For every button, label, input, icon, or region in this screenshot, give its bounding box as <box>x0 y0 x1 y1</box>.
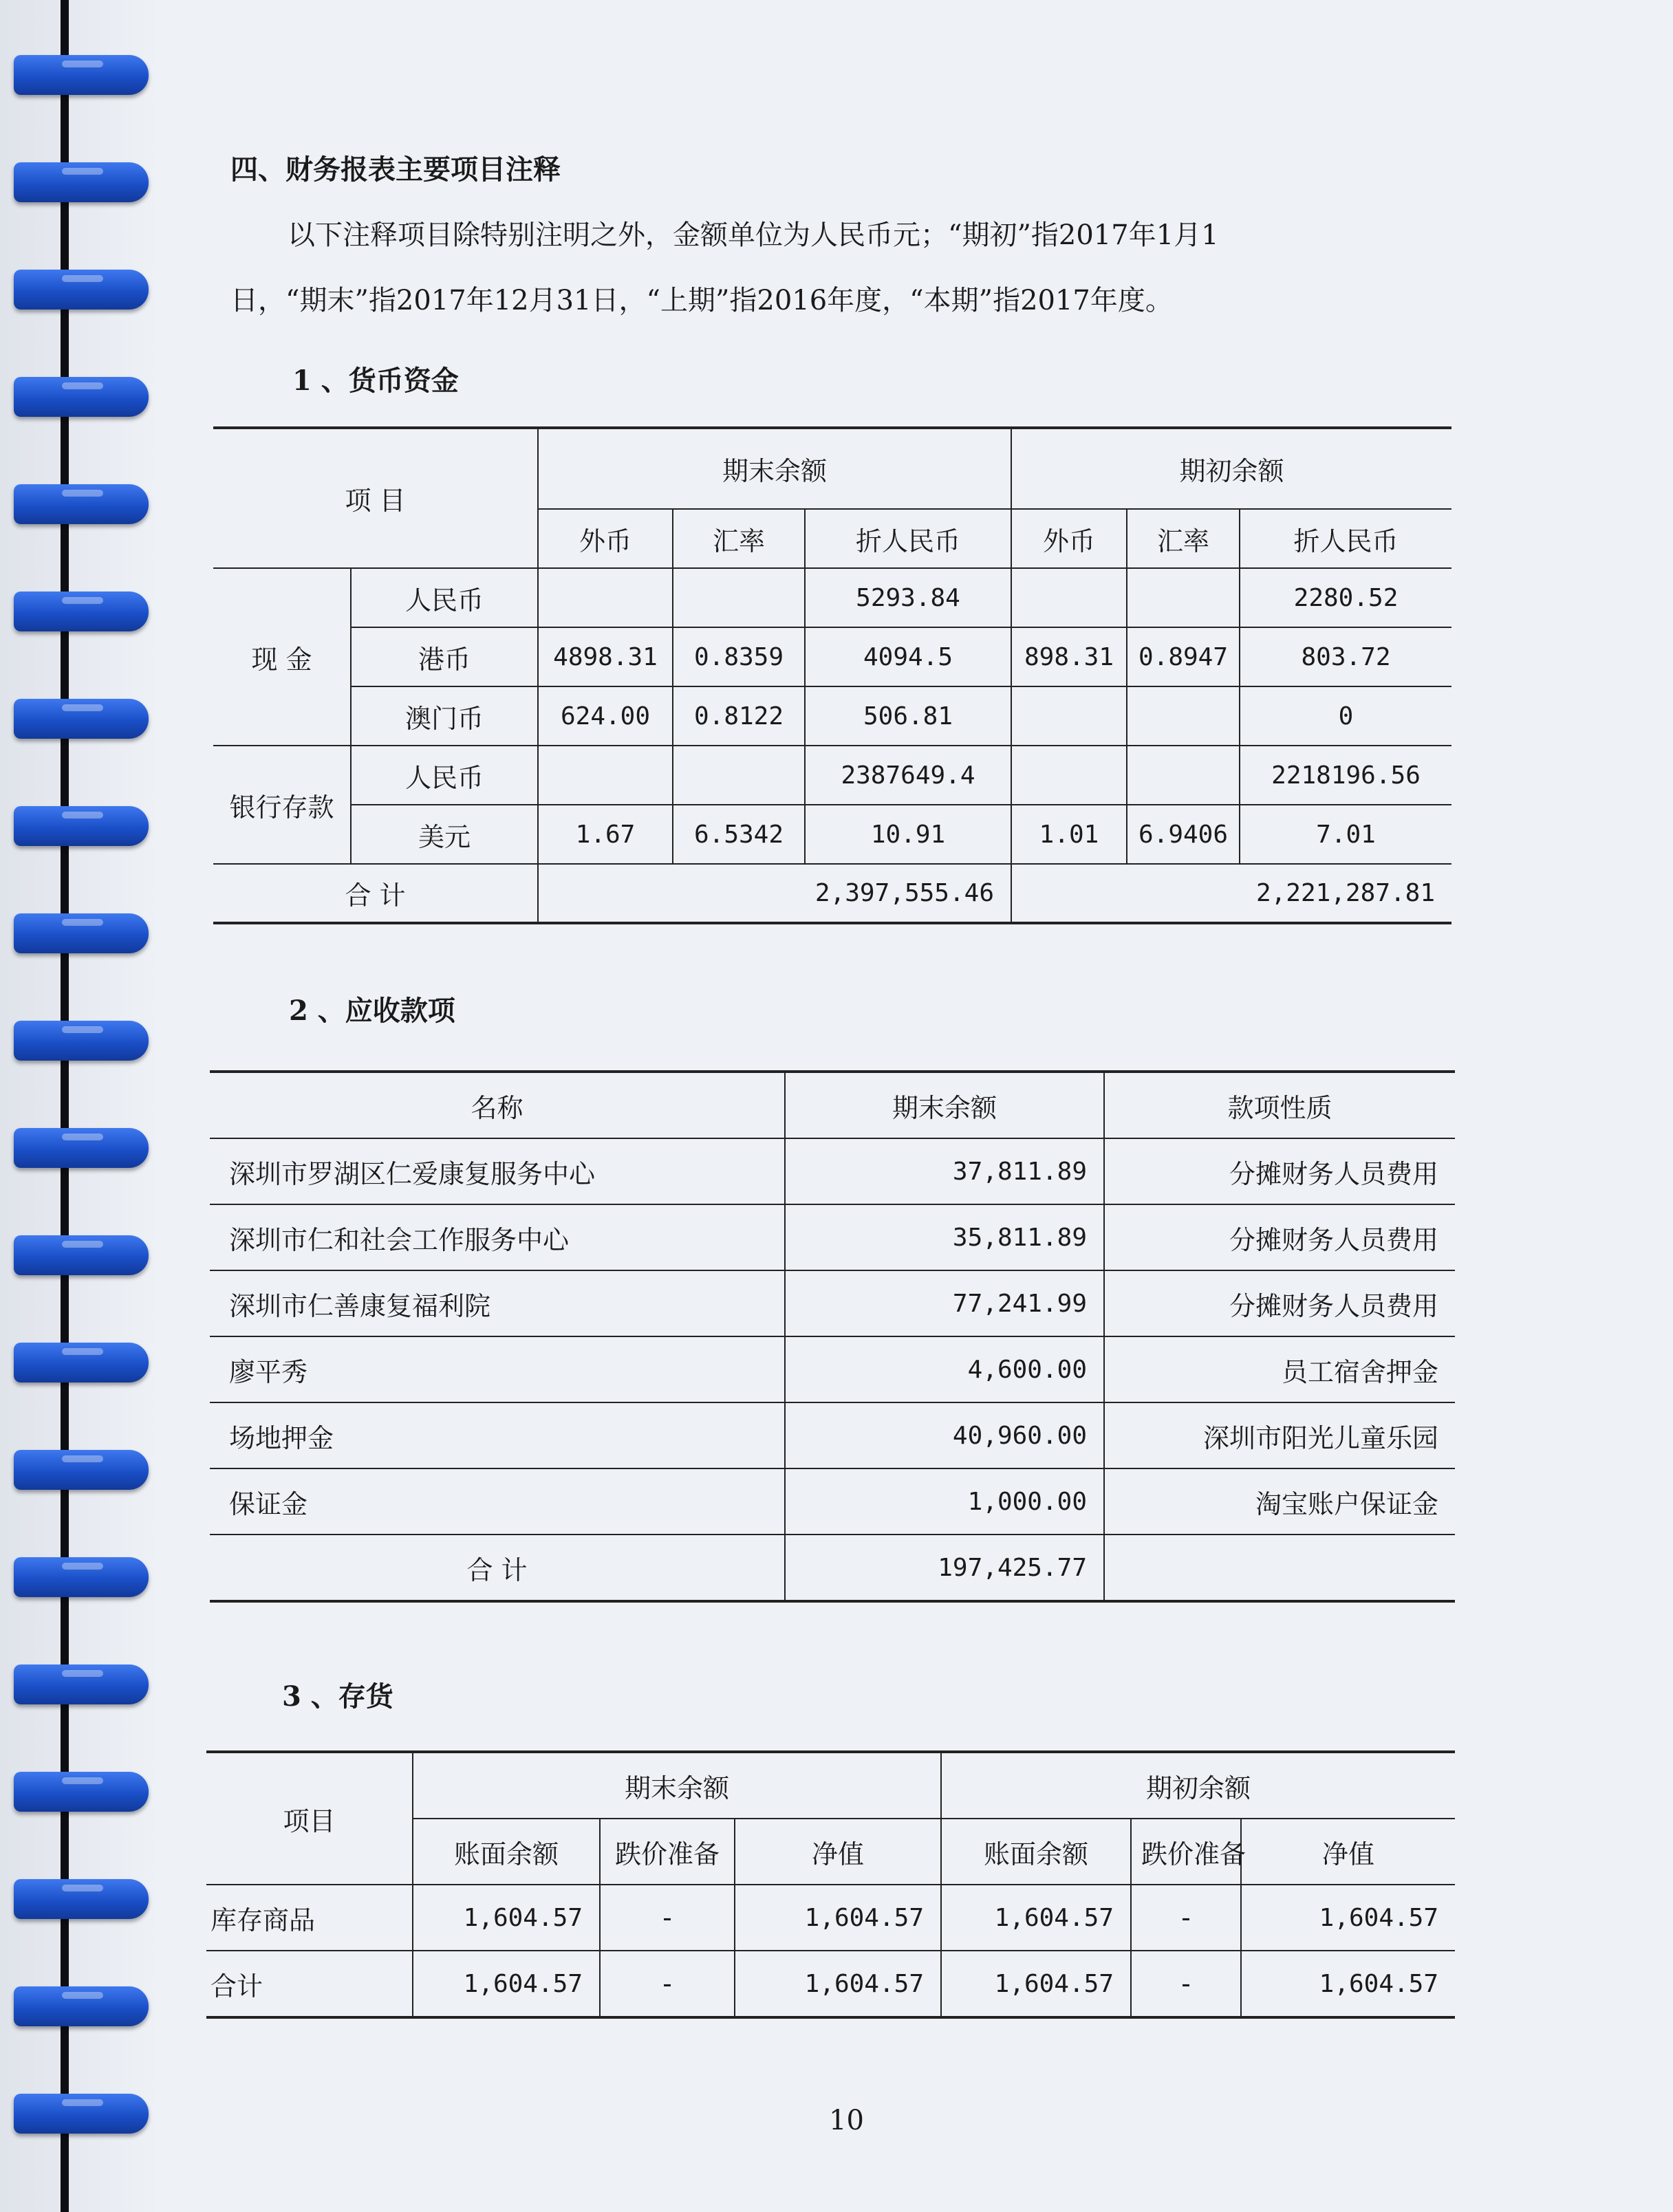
begin-rmb: 7.01 <box>1240 805 1451 864</box>
begin-net: 1,604.57 <box>1241 1951 1455 2017</box>
end-book: 1,604.57 <box>413 1885 600 1951</box>
payer-name: 深圳市仁善康复福利院 <box>210 1270 785 1336</box>
intro-line-1: 以下注释项目除特别注明之外，金额单位为人民币元；“期初”指2017年1月1 <box>288 219 1219 251</box>
binding-coil <box>14 913 149 953</box>
binding-coil <box>14 270 149 310</box>
col-item: 项 目 <box>213 428 538 568</box>
total-row <box>213 864 1451 923</box>
binding-coil <box>14 1021 149 1061</box>
begin-foreign <box>1011 568 1127 627</box>
end-rate <box>673 568 805 627</box>
total-begin: 2,221,287.81 <box>1011 864 1451 923</box>
binding-coil <box>14 592 149 631</box>
sub-foreign: 外币 <box>1011 509 1127 568</box>
table-row <box>210 1336 1455 1402</box>
sub-book: 账面余额 <box>413 1819 600 1885</box>
currency: 人民币 <box>351 746 538 805</box>
receivables-table <box>210 1070 1455 1603</box>
nature: 分摊财务人员费用 <box>1104 1204 1455 1270</box>
binding-coil <box>14 1557 149 1597</box>
nature: 分摊财务人员费用 <box>1104 1270 1455 1336</box>
sub-provision: 跌价准备 <box>600 1819 735 1885</box>
group-cash: 现 金 <box>213 568 351 746</box>
begin-rate <box>1127 568 1240 627</box>
begin-rmb: 2218196.56 <box>1240 746 1451 805</box>
receivables-heading: 2 、应收款项 <box>289 995 455 1027</box>
binding-coil <box>14 806 149 846</box>
table-row <box>213 627 1451 686</box>
end-provision: - <box>600 1951 735 2017</box>
inventory-header-row <box>206 1752 1455 1819</box>
sub-net: 净值 <box>735 1819 941 1885</box>
total-label: 合 计 <box>210 1535 785 1601</box>
nature: 员工宿舍押金 <box>1104 1336 1455 1402</box>
end-net: 1,604.57 <box>735 1951 941 2017</box>
col-begin-balance: 期初余额 <box>941 1752 1455 1819</box>
sub-rate: 汇率 <box>673 509 805 568</box>
sub-net: 净值 <box>1241 1819 1455 1885</box>
end-foreign: 4898.31 <box>538 627 673 686</box>
begin-rate: 0.8947 <box>1127 627 1240 686</box>
sub-rmb: 折人民币 <box>1240 509 1451 568</box>
item-name: 库存商品 <box>206 1885 413 1951</box>
binding-coil <box>14 699 149 739</box>
end-foreign: 1.67 <box>538 805 673 864</box>
begin-foreign: 1.01 <box>1011 805 1127 864</box>
binding-coil <box>14 162 149 202</box>
begin-rmb: 0 <box>1240 686 1451 746</box>
end-rmb: 5293.84 <box>805 568 1011 627</box>
section-title: 四、财务报表主要项目注释 <box>230 153 561 186</box>
currency: 港币 <box>351 627 538 686</box>
table-row <box>213 805 1451 864</box>
table-row <box>213 686 1451 746</box>
sub-provision: 跌价准备 <box>1131 1819 1241 1885</box>
begin-rmb: 2280.52 <box>1240 568 1451 627</box>
end-provision: - <box>600 1885 735 1951</box>
payer-name: 保证金 <box>210 1468 785 1535</box>
amount: 35,811.89 <box>785 1204 1104 1270</box>
begin-rmb: 803.72 <box>1240 627 1451 686</box>
item-name: 合计 <box>206 1951 413 2017</box>
begin-foreign <box>1011 686 1127 746</box>
begin-book: 1,604.57 <box>941 1951 1131 2017</box>
end-rate: 6.5342 <box>673 805 805 864</box>
begin-foreign <box>1011 746 1127 805</box>
page-number: 10 <box>829 2105 864 2136</box>
begin-provision: - <box>1131 1885 1241 1951</box>
currency: 人民币 <box>351 568 538 627</box>
inventory-heading: 3 、存货 <box>282 1680 393 1713</box>
binding-spine <box>0 0 158 2212</box>
binding-coil <box>14 1986 149 2026</box>
end-net: 1,604.57 <box>735 1885 941 1951</box>
col-end-balance: 期末余额 <box>785 1072 1104 1138</box>
inventory-table <box>206 1750 1455 2019</box>
end-rate: 0.8359 <box>673 627 805 686</box>
col-nature: 款项性质 <box>1104 1072 1455 1138</box>
col-end-balance: 期末余额 <box>538 428 1011 509</box>
begin-foreign: 898.31 <box>1011 627 1127 686</box>
begin-rate: 6.9406 <box>1127 805 1240 864</box>
intro-line-2: 日，“期末”指2017年12月31日，“上期”指2016年度，“本期”指2017年度。 <box>230 285 1173 316</box>
table-row <box>213 746 1451 805</box>
binding-coil <box>14 1128 149 1168</box>
col-end-balance: 期末余额 <box>413 1752 941 1819</box>
binding-coil <box>14 484 149 524</box>
sub-foreign: 外币 <box>538 509 673 568</box>
end-foreign <box>538 746 673 805</box>
col-name: 名称 <box>210 1072 785 1138</box>
end-rmb: 2387649.4 <box>805 746 1011 805</box>
payer-name: 场地押金 <box>210 1402 785 1468</box>
total-label: 合 计 <box>213 864 538 923</box>
table-row <box>210 1270 1455 1336</box>
table-row <box>210 1138 1455 1204</box>
sub-rmb: 折人民币 <box>805 509 1011 568</box>
table-row <box>210 1468 1455 1535</box>
amount: 37,811.89 <box>785 1138 1104 1204</box>
binding-coil <box>14 1665 149 1704</box>
cash-header-row <box>213 428 1451 509</box>
end-rmb: 4094.5 <box>805 627 1011 686</box>
group-bank: 银行存款 <box>213 746 351 864</box>
binding-coil <box>14 1450 149 1490</box>
end-rate <box>673 746 805 805</box>
currency: 美元 <box>351 805 538 864</box>
table-row <box>206 1885 1455 1951</box>
end-rmb: 506.81 <box>805 686 1011 746</box>
binding-coil <box>14 1343 149 1382</box>
total-row <box>206 1951 1455 2017</box>
amount: 77,241.99 <box>785 1270 1104 1336</box>
begin-rate <box>1127 686 1240 746</box>
payer-name: 深圳市仁和社会工作服务中心 <box>210 1204 785 1270</box>
nature: 深圳市阳光儿童乐园 <box>1104 1402 1455 1468</box>
total-amount: 197,425.77 <box>785 1535 1104 1601</box>
empty-cell <box>1104 1535 1455 1601</box>
total-end: 2,397,555.46 <box>538 864 1011 923</box>
binding-coil <box>14 1879 149 1919</box>
amount: 40,960.00 <box>785 1402 1104 1468</box>
begin-net: 1,604.57 <box>1241 1885 1455 1951</box>
table-row <box>210 1402 1455 1468</box>
table-row <box>210 1204 1455 1270</box>
end-foreign <box>538 568 673 627</box>
binding-coil <box>14 1235 149 1275</box>
end-foreign: 624.00 <box>538 686 673 746</box>
currency: 澳门币 <box>351 686 538 746</box>
payer-name: 廖平秀 <box>210 1336 785 1402</box>
begin-rate <box>1127 746 1240 805</box>
receivables-header-row <box>210 1072 1455 1138</box>
binding-coil <box>14 377 149 417</box>
begin-provision: - <box>1131 1951 1241 2017</box>
binding-coil <box>14 1772 149 1812</box>
table-row <box>213 568 1451 627</box>
nature: 淘宝账户保证金 <box>1104 1468 1455 1535</box>
binding-coil <box>14 2094 149 2134</box>
payer-name: 深圳市罗湖区仁爱康复服务中心 <box>210 1138 785 1204</box>
cash-heading: 1 、货币资金 <box>292 365 459 397</box>
cash-table <box>213 426 1451 924</box>
nature: 分摊财务人员费用 <box>1104 1138 1455 1204</box>
total-row <box>210 1535 1455 1601</box>
begin-book: 1,604.57 <box>941 1885 1131 1951</box>
amount: 4,600.00 <box>785 1336 1104 1402</box>
end-rmb: 10.91 <box>805 805 1011 864</box>
binding-coil <box>14 55 149 95</box>
col-item: 项目 <box>206 1752 413 1885</box>
sub-book: 账面余额 <box>941 1819 1131 1885</box>
col-begin-balance: 期初余额 <box>1011 428 1451 509</box>
amount: 1,000.00 <box>785 1468 1104 1535</box>
end-book: 1,604.57 <box>413 1951 600 2017</box>
end-rate: 0.8122 <box>673 686 805 746</box>
sub-rate: 汇率 <box>1127 509 1240 568</box>
